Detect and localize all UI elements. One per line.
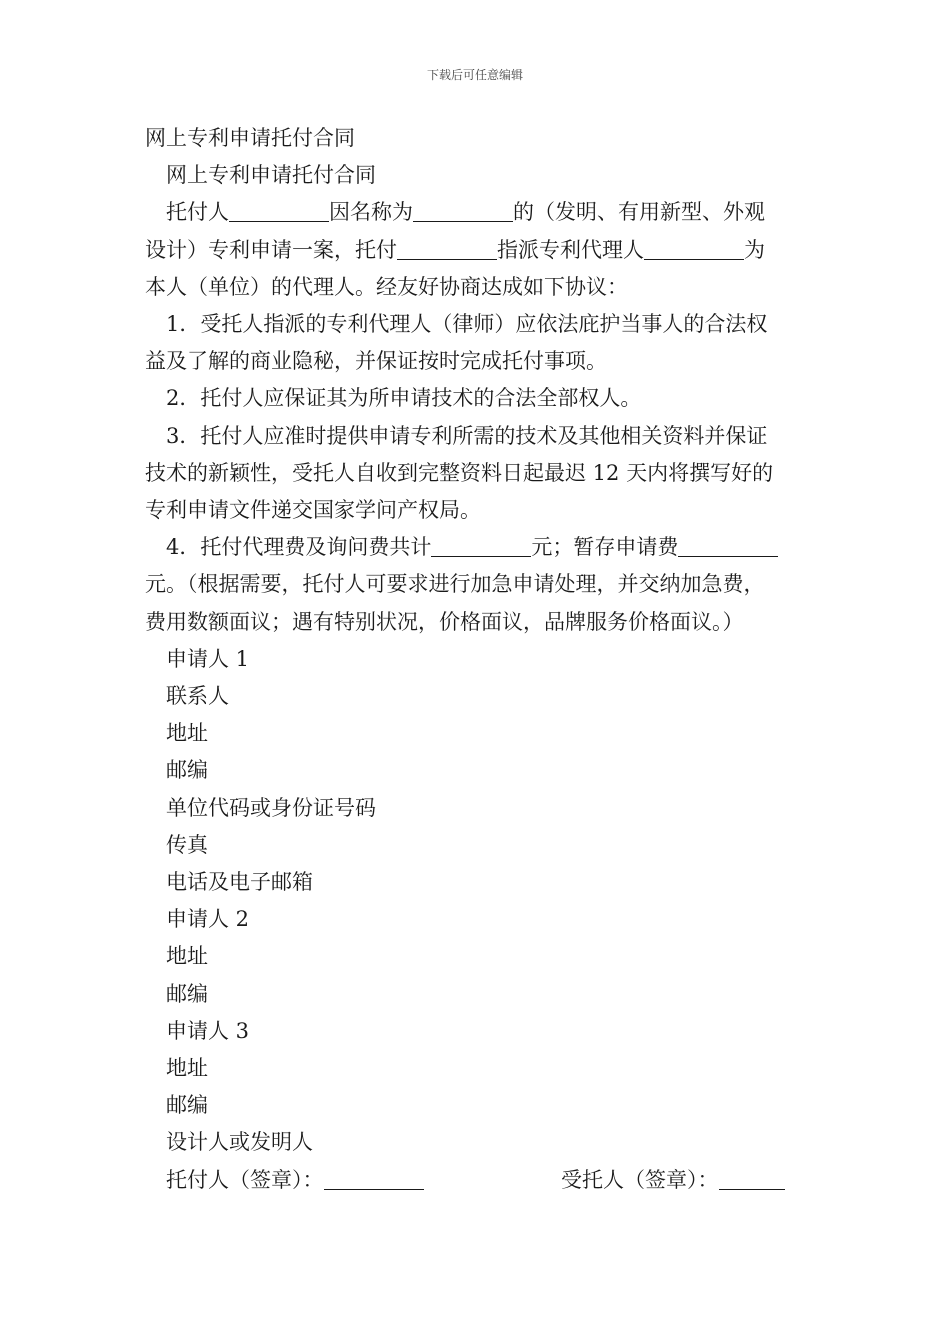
- field-label: 地址: [166, 944, 208, 969]
- clause-4-line-2: 元。（根据需要，托付人可要求进行加急申请处理，并交纳加急费，: [145, 572, 765, 597]
- field-label: 联系人: [166, 684, 229, 709]
- clause-text: 元；暂存申请费: [531, 535, 679, 560]
- field-label: 申请人 2: [166, 907, 250, 932]
- principal-signature-blank[interactable]: [324, 1169, 424, 1190]
- document-title: 网上专利申请托付合同: [145, 126, 355, 150]
- clause-3-line-1: 3．托付人应准时提供申请专利所需的技术及其他相关资料并保证: [166, 423, 768, 448]
- clause-3-line-2: 技术的新颖性，受托人自收到完整资料日起最迟 12 天内将撰写好的: [145, 460, 774, 485]
- intro-line-1: [145, 194, 810, 231]
- field-label: 设计人或发明人: [166, 1130, 313, 1155]
- clause-4-line-1: [145, 529, 810, 566]
- clause-1-line-1: 1．受托人指派的专利代理人（律师）应依法庇护当事人的合法权: [166, 312, 768, 337]
- field-label: 申请人 1: [166, 646, 250, 671]
- clause-4-line-3: 费用数额面议；遇有特别状况，价格面议，品牌服务价格面议。）: [145, 609, 744, 634]
- agent-name-blank[interactable]: [644, 239, 744, 260]
- field-label: 电话及电子邮箱: [166, 870, 313, 895]
- agency-name-blank[interactable]: [397, 239, 497, 260]
- field-label: 邮编: [166, 1093, 208, 1118]
- header-note: 下载后可任意编辑: [426, 68, 523, 82]
- intro-line-3: 本人（单位）的代理人。经友好协商达成如下协议：: [145, 274, 628, 299]
- document-body: [145, 120, 810, 1199]
- invention-name-blank[interactable]: [413, 201, 513, 222]
- intro-text: 指派专利代理人: [497, 237, 644, 262]
- intro-line-2: [145, 232, 810, 269]
- clause-text: 4．托付代理费及询问费共计: [166, 535, 432, 560]
- application-fee-blank[interactable]: [678, 536, 778, 557]
- agent-signature: [561, 1162, 785, 1199]
- intro-text: 设计）专利申请一案，托付: [145, 237, 397, 262]
- field-label: 地址: [166, 1056, 208, 1081]
- field-label: 传真: [166, 832, 208, 857]
- clause-2: 2．托付人应保证其为所申请技术的合法全部权人。: [166, 386, 642, 411]
- principal-signature-label: 托付人（签章）：: [166, 1167, 324, 1192]
- intro-text: 因名称为: [329, 200, 413, 225]
- field-label: 单位代码或身份证号码: [166, 795, 376, 820]
- agent-signature-label: 受托人（签章）：: [561, 1167, 719, 1192]
- principal-signature: [166, 1162, 561, 1199]
- clause-3-line-3: 专利申请文件递交国家学问产权局。: [145, 498, 481, 523]
- signature-row: [145, 1162, 810, 1199]
- intro-text: 托付人: [166, 200, 229, 225]
- field-label: 邮编: [166, 981, 208, 1006]
- document-subtitle: 网上专利申请托付合同: [166, 163, 376, 188]
- agent-signature-blank[interactable]: [719, 1169, 785, 1190]
- intro-text: 的（发明、有用新型、外观: [513, 200, 765, 225]
- intro-text: 为: [744, 237, 765, 262]
- principal-name-blank[interactable]: [229, 201, 329, 222]
- field-label: 邮编: [166, 758, 208, 783]
- clause-1-line-2: 益及了解的商业隐秘，并保证按时完成托付事项。: [145, 349, 607, 374]
- field-label: 申请人 3: [166, 1018, 250, 1043]
- agency-fee-blank[interactable]: [431, 536, 531, 557]
- field-label: 地址: [166, 721, 208, 746]
